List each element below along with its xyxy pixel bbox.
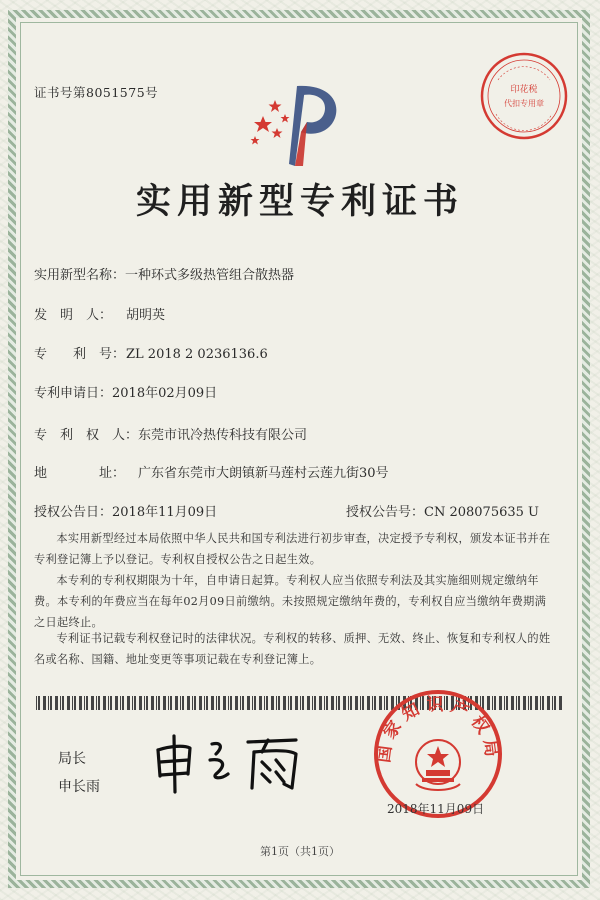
svg-text:代扣专用章: 代扣专用章 xyxy=(504,99,544,108)
grant-number xyxy=(346,501,539,520)
field-patent-number xyxy=(34,343,268,362)
seal-text: 国家知识产权局 xyxy=(374,695,502,764)
svg-text:印花税: 印花税 xyxy=(510,85,538,95)
paragraph-grant: 本实用新型经过本局依照中华人民共和国专利法进行初步审查，决定授予专利权，颁发本证书并在专利登记簿上予以登记。专利权自授权公告之日起生效。 xyxy=(34,532,551,566)
signature-icon xyxy=(150,730,315,796)
certificate-number: 证书号第8051575号 xyxy=(34,85,159,100)
field-label: 专 利 权 人： xyxy=(34,428,139,443)
certificate-title: 实用新型专利证书 xyxy=(135,181,464,222)
field-value: 2018年02月09日 xyxy=(112,386,218,401)
paragraph-legal-status: 专利证书记载专利权登记时的法律状况。专利权的转移、质押、无效、终止、恢复和专利权人的姓名或名称、国籍、地址变更等事项记载在专利登记簿上。 xyxy=(34,632,551,666)
field-address xyxy=(34,462,389,481)
field-application-date xyxy=(34,382,217,401)
issue-date: 2018年11月09日 xyxy=(387,802,485,816)
field-value: 广东省东莞市大朗镇新马莲村云莲九街30号 xyxy=(138,466,389,481)
field-label: 专 利 号： xyxy=(34,347,126,362)
field-label: 专利申请日： xyxy=(34,386,113,401)
grant-date xyxy=(34,501,217,520)
page-footer: 第1页（共1页） xyxy=(260,845,340,858)
field-value: ZL 2018 2 0236136.6 xyxy=(126,347,268,362)
field-label: 授权公告号： xyxy=(346,505,425,520)
field-value: 一种环式多级热管组合散热器 xyxy=(125,268,295,283)
field-label: 地 址： xyxy=(34,466,126,481)
paragraph-term: 本专利的专利权期限为十年，自申请日起算。专利权人应当依照专利法及其实施细则规定缴纳年费。本专利的年费应当在每年02月09日前缴纳。未按照规定缴纳年费的，专利权自应当缴纳年费期满之日起终止。 xyxy=(34,574,547,629)
field-label: 授权公告日： xyxy=(34,505,113,520)
field-label: 发 明 人： xyxy=(34,308,113,323)
field-inventor xyxy=(34,304,165,323)
field-value: 胡明英 xyxy=(126,308,166,323)
field-value: 2018年11月09日 xyxy=(112,505,218,520)
field-value: CN 208075635 U xyxy=(424,505,539,520)
cnipa-logo-icon xyxy=(245,78,355,170)
signatory-title: 局长 xyxy=(58,751,86,767)
field-patentee xyxy=(34,424,307,443)
field-utility-model-name xyxy=(34,264,294,283)
signatory-name: 申长雨 xyxy=(58,779,100,795)
field-label: 实用新型名称： xyxy=(34,268,126,283)
field-value: 东莞市讯冷热传科技有限公司 xyxy=(138,428,308,443)
tax-stamp-icon xyxy=(478,50,570,142)
